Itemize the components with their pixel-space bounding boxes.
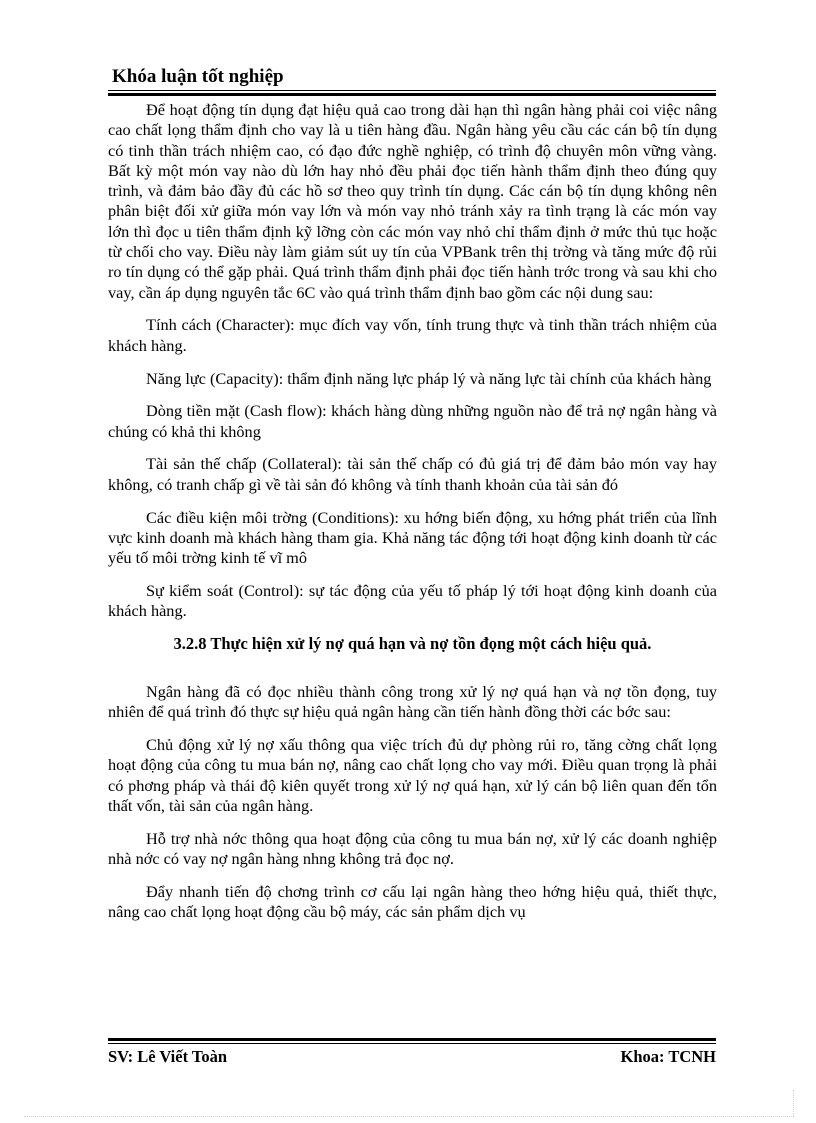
paragraph-conditions: Các điều kiện môi trờng (Conditions): xu hớng biến động, xu hớng phát triển của lĩnh vực kinh doanh mà khách hàng tham gia. Khả năng tác động tới hoạt động kinh doanh từ các yếu tố môi trờng kinh tế vĩ mô: [108, 507, 717, 568]
paragraph-control: Sự kiểm soát (Control): sự tác động của yếu tố pháp lý tới hoạt động kinh doanh của khách hàng.: [108, 580, 717, 621]
section-heading: 3.2.8 Thực hiện xử lý nợ quá hạn và nợ tồn đọng một cách hiệu quả.: [173, 634, 652, 654]
page-edge-right: [793, 1090, 794, 1116]
page-header: [108, 66, 716, 96]
header-rule: [108, 90, 716, 96]
paragraph-intro: Để hoạt động tín dụng đạt hiệu quả cao trong dài hạn thì ngân hàng phải coi việc nâng cao chất lọng thẩm định cho vay là u tiên hàng đầu. Ngân hàng yêu cầu các cán bộ tín dụng có tinh thần trách nhiệm cao, có đạo đức nghề nghiệp, có trình độ chuyên môn vững vàng. Bất kỳ một món vay nào dù lớn hay nhỏ đều phải đọc tiến hành thẩm định theo đúng quy trình, và đảm bảo đầy đủ các hồ sơ theo quy trình tín dụng. Các cán bộ tín dụng không nên phân biệt đối xử giữa món vay lớn và món vay nhỏ tránh xảy ra tình trạng là các món vay lớn thì đọc u tiên thẩm định kỹ lỡng còn các món vay nhỏ chỉ thẩm định ở mức thủ tục hoặc từ chối cho vay. Điều này làm giảm sút uy tín của VPBank trên thị trờng và tăng mức độ rủi ro tín dụng có thể gặp phải. Quá trình thẩm định phải đọc tiến hành trớc trong và sau khi cho vay, cần áp dụng nguyên tắc 6C vào quá trình thẩm định bao gồm các nội dung sau:: [108, 100, 717, 302]
page-edge-bottom: [24, 1116, 794, 1117]
paragraph-bad-debt: Chủ động xử lý nợ xấu thông qua việc trích đủ dự phòng rủi ro, tăng cờng chất lọng hoạt động của công tu mua bán nợ, nâng cao chất lọng cho vay mới. Điều quan trọng là phải có phơng pháp và thái độ kiên quyết trong xử lý nợ quá hạn, xử lý cán bộ liên quan đến tổn thất vốn, tài sản của ngân hàng.: [108, 735, 717, 816]
footer-row: [108, 1047, 716, 1067]
paragraph-debt-intro: Ngân hàng đã có đọc nhiều thành công trong xử lý nợ quá hạn và nợ tồn đọng, tuy nhiên để quá trình đó thực sự hiệu quả ngân hàng cần tiến hành đồng thời các bớc sau:: [108, 682, 717, 722]
paragraph-collateral: Tài sản thế chấp (Collateral): tài sản thế chấp có đủ giá trị để đảm bảo món vay hay không, có tranh chấp gì về tài sản đó không và tính thanh khoản của tài sản đó: [108, 454, 717, 494]
page-footer: [108, 1038, 716, 1067]
student-name: SV: Lê Viết Toàn: [108, 1047, 228, 1066]
paragraph-state-support: Hỗ trợ nhà nớc thông qua hoạt động của công tu mua bán nợ, xử lý các doanh nghiệp nhà nớc có vay nợ ngân hàng nhng không trả đọc nợ.: [108, 828, 717, 869]
paragraph-capacity: Năng lực (Capacity): thẩm định năng lực pháp lý và năng lực tài chính của khách hàng: [146, 368, 712, 388]
paragraph-cash-flow: Dòng tiền mặt (Cash flow): khách hàng dùng những nguồn nào để trả nợ ngân hàng và chúng có khả thi không: [108, 401, 717, 441]
paragraph-restructuring: Đẩy nhanh tiến độ chơng trình cơ cấu lại ngân hàng theo hớng hiệu quả, thiết thực, nâng cao chất lọng hoạt động cầu bộ máy, các sản phẩm dịch vụ: [108, 881, 717, 922]
paragraph-character: Tính cách (Character): mục đích vay vốn, tính trung thực và tinh thần trách nhiệm của khách hàng.: [108, 315, 717, 355]
footer-rule: [108, 1038, 716, 1044]
document-title: Khóa luận tốt nghiệp: [112, 66, 284, 87]
body-content: [108, 100, 717, 935]
faculty-name: Khoa: TCNH: [620, 1047, 716, 1066]
